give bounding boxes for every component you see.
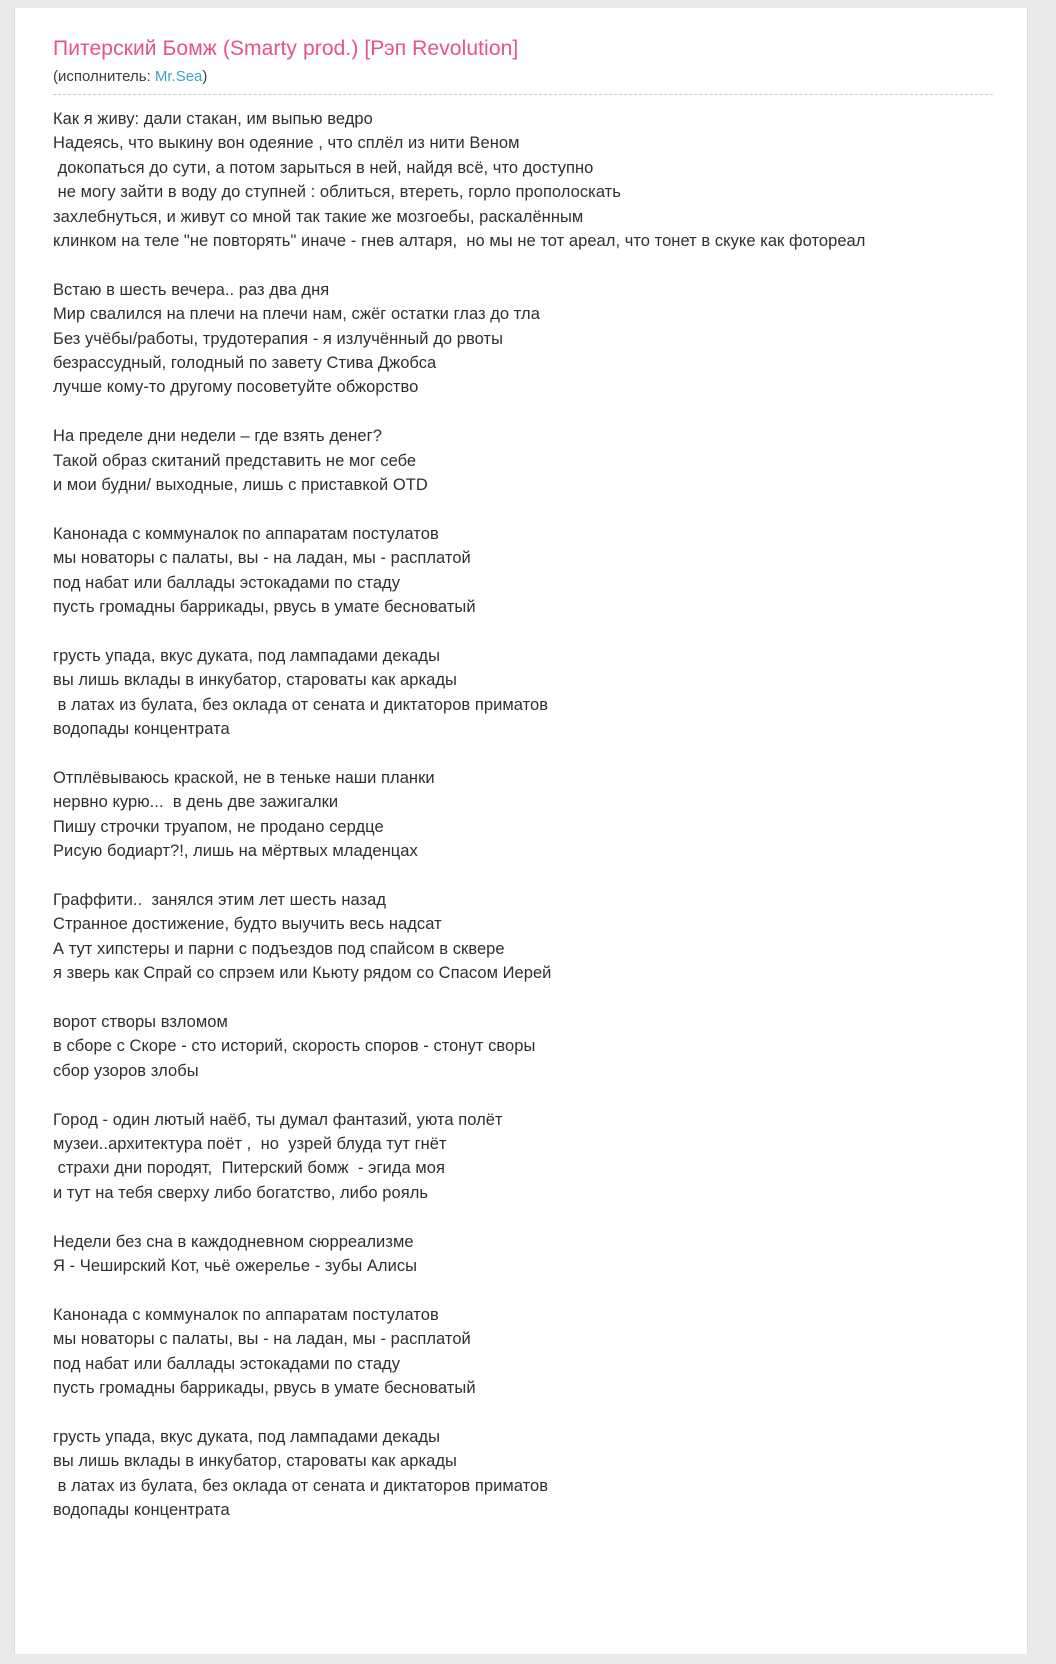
lyrics-blank-line xyxy=(53,742,993,766)
lyrics-line: ворот створы взломом xyxy=(53,1012,228,1031)
lyrics-blank-line xyxy=(53,497,993,521)
lyrics-line: грусть упада, вкус дуката, под лампадами декады xyxy=(53,646,441,665)
lyrics-line: Странное достижение, будто выучить весь надсат xyxy=(53,915,442,934)
lyrics-line: и мои будни/ выходные, лишь с приставкой OTD xyxy=(53,476,428,495)
lyrics-line: не могу зайти в воду до ступней : облиться, втереть, горло прополоскать xyxy=(53,183,621,202)
lyrics-line: музеи..архитектура поёт , но узрей блуда тут гнёт xyxy=(53,1134,447,1153)
lyrics-blank-line xyxy=(53,619,993,643)
lyrics-line: Я - Чеширский Кот, чьё ожерелье - зубы Алисы xyxy=(53,1256,418,1275)
page-title: Питерский Бомж (Smarty prod.) [Рэп Revolution] xyxy=(53,37,519,60)
lyrics-line: пусть громадны баррикады, рвусь в умате бесноватый xyxy=(53,1378,476,1397)
lyrics-line: Без учёбы/работы, трудотерапия - я излучённый до рвоты xyxy=(53,329,503,348)
lyrics-line: Рисую бодиарт?!, лишь на мёртвых младенцах xyxy=(53,842,418,861)
lyrics-blank-line xyxy=(53,1083,993,1107)
lyrics-blank-line xyxy=(53,1400,993,1424)
lyrics-line: водопады концентрата xyxy=(53,720,230,739)
lyrics-line: я зверь как Спрай со спрэем или Кьюту рядом со Спасом Иерей xyxy=(53,964,552,983)
lyrics-blank-line xyxy=(53,1205,993,1229)
lyrics-line: мы новаторы с палаты, вы - на ладан, мы - расплатой xyxy=(53,549,471,568)
lyrics-line: Канонада с коммуналок по аппаратам постулатов xyxy=(53,1305,439,1324)
lyrics-line: пусть громадны баррикады, рвусь в умате бесноватый xyxy=(53,598,476,617)
lyrics-text xyxy=(53,107,993,1522)
lyrics-line: лучше кому-то другому посоветуйте обжорство xyxy=(53,378,419,397)
lyrics-page xyxy=(14,8,1028,1654)
lyrics-line: На пределе дни недели – где взять денег? xyxy=(53,427,382,446)
lyrics-blank-line xyxy=(53,1278,993,1302)
lyrics-line: безрассудный, голодный по завету Стива Джобса xyxy=(53,354,437,373)
artist-line xyxy=(53,68,993,95)
lyrics-line: Город - один лютый наёб, ты думал фантазий, уюта полёт xyxy=(53,1110,503,1129)
artist-close-paren: ) xyxy=(202,68,208,85)
lyrics-line: вы лишь вклады в инкубатор, староваты как аркады xyxy=(53,1452,457,1471)
lyrics-line: Пишу строчки труапом, не продано сердце xyxy=(53,817,384,836)
lyrics-line: мы новаторы с палаты, вы - на ладан, мы - расплатой xyxy=(53,1330,471,1349)
lyrics-blank-line xyxy=(53,864,993,888)
lyrics-line: Встаю в шесть вечера.. раз два дня xyxy=(53,280,330,299)
lyrics-line: Граффити.. занялся этим лет шесть назад xyxy=(53,890,387,909)
lyrics-line: Отплёвываюсь краской, не в теньке наши планки xyxy=(53,768,435,787)
page-content xyxy=(15,8,1027,1522)
lyrics-line: водопады концентрата xyxy=(53,1500,230,1519)
lyrics-line: Недели без сна в каждодневном сюрреализме xyxy=(53,1232,414,1251)
lyrics-line: под набат или баллады эстокадами по стаду xyxy=(53,1354,401,1373)
lyrics-blank-line xyxy=(53,986,993,1010)
lyrics-line: клинком на теле "не повторять" иначе - гнев алтаря, но мы не тот ареал, что тонет в скуке как фотореал xyxy=(53,232,866,251)
lyrics-line: А тут хипстеры и парни с подъездов под спайсом в сквере xyxy=(53,939,505,958)
lyrics-line: в латах из булата, без оклада от сената и диктаторов приматов xyxy=(53,1476,549,1495)
lyrics-line: страхи дни породят, Питерский бомж - эгида моя xyxy=(53,1159,445,1178)
lyrics-line: Как я живу: дали стакан, им выпью ведро xyxy=(53,110,373,128)
lyrics-blank-line xyxy=(53,400,993,424)
artist-label: (исполнитель: xyxy=(53,68,155,85)
lyrics-line: в латах из булата, без оклада от сената и диктаторов приматов xyxy=(53,695,549,714)
lyrics-line: захлебнуться, и живут со мной так такие же мозгоебы, раскалённым xyxy=(53,207,584,226)
lyrics-line: и тут на тебя сверху либо богатство, либо рояль xyxy=(53,1183,429,1202)
lyrics-line: сбор узоров злобы xyxy=(53,1061,199,1080)
lyrics-line: Такой образ скитаний представить не мог себе xyxy=(53,451,417,470)
lyrics-line: Мир свалился на плечи на плечи нам, сжёг остатки глаз до тла xyxy=(53,305,540,324)
lyrics-line: Канонада с коммуналок по аппаратам постулатов xyxy=(53,524,439,543)
lyrics-line: докопаться до сути, а потом зарыться в ней, найдя всё, что доступно xyxy=(53,158,594,177)
artist-link[interactable]: Mr.Sea xyxy=(154,68,203,85)
lyrics-line: вы лишь вклады в инкубатор, староваты как аркады xyxy=(53,671,457,690)
lyrics-line: грусть упада, вкус дуката, под лампадами декады xyxy=(53,1427,441,1446)
lyrics-line: Надеясь, что выкину вон одеяние , что сплёл из нити Веном xyxy=(53,134,520,153)
lyrics-line: под набат или баллады эстокадами по стаду xyxy=(53,573,401,592)
lyrics-line: в сборе с Скоре - сто историй, скорость споров - стонут своры xyxy=(53,1037,536,1056)
lyrics-blank-line xyxy=(53,253,993,277)
lyrics-line: нервно курю... в день две зажигалки xyxy=(53,793,339,812)
